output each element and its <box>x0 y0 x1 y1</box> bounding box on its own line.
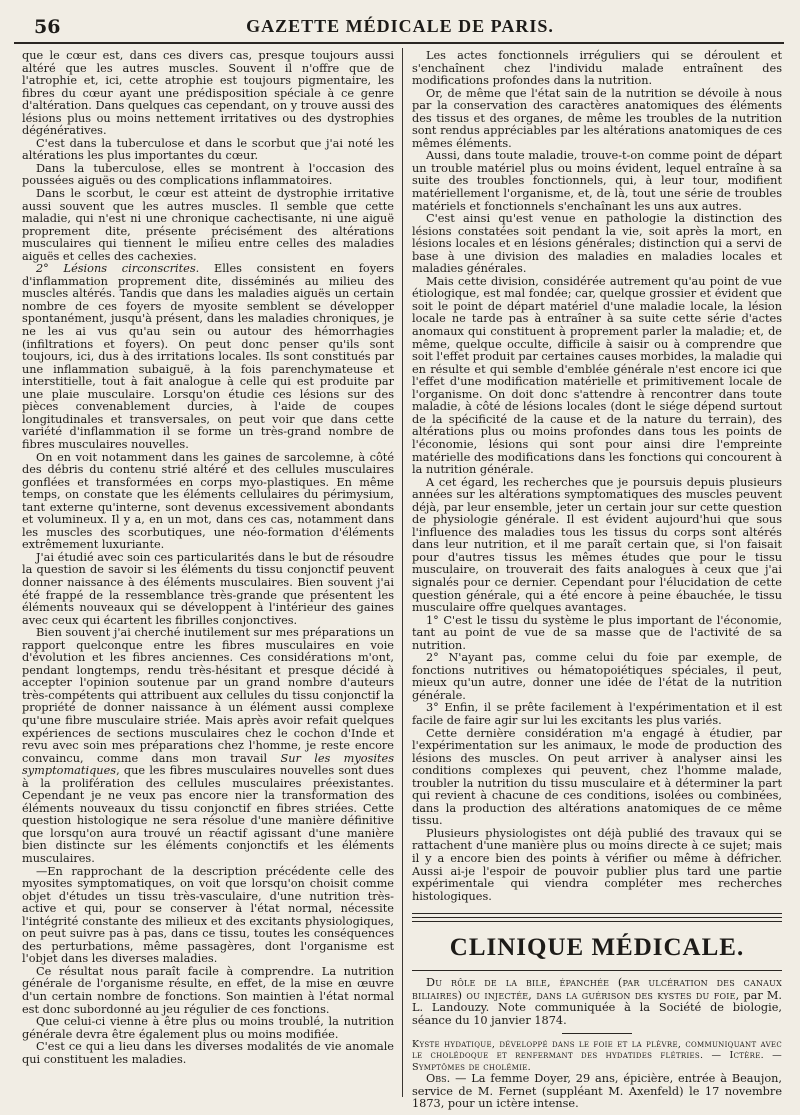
paragraph: Aussi, dans toute maladie, trouve-t-on comme point de départ un trouble matériel plus ou moins évident, lequel entraîne à sa suite des troubles fonctionnels, qui, à leur tour, modifient matériellement l'organisme, et, de là, tout une série de troubles matériels et fonctionnels s'enchaînant les uns aux autres. <box>412 149 782 213</box>
paragraph: J'ai étudié avec soin ces particularités dans le but de résoudre la question de savoir si les éléments du tissu conjonctif peuvent donner naissance à des éléments musculaires. Bien souvent j'ai été frappé de la ressemblance très-grande que présentent les éléments nouveaux qui se développent à l'intérieur des gaines avec ceux qui écartent les fibrilles conjonctives. <box>22 550 394 627</box>
obs-label: Obs. <box>426 1072 451 1086</box>
section-rule-double <box>412 917 782 922</box>
paragraph: Mais cette division, considérée autrement qu'au point de vue étiologique, est mal fondée; car, quelque grossier et évident que soit le point de départ matériel d'une maladie locale, la lésion locale ne tarde pas à entraîner à sa suite cette série d'actes anomaux qui constituent à proprement parler la maladie; et, de même, quelque occulte, difficile à saisir ou à comprendre que soit l'effet produit par certaines causes morbides, la maladie qui en résulte et qui semble d'emblée générale n'est encore ici que l'effet d'une modification matérielle et primitivement locale de l'organisme. On doit donc s'attendre à rencontrer dans toute maladie, à côté de lésions locales (dont le siége dépend surtout de la spécificité de la cause et de la nature du terrain), des altérations plus ou moins profondes dans tous les points de l'économie, lésions qui sont pour ainsi dire l'empreinte matérielle des modifications dans les fonctions qui concourent à la nutrition générale. <box>412 274 782 477</box>
page-header <box>24 14 776 44</box>
short-rule <box>562 1033 632 1034</box>
lesions-label: 2° Lésions circonscrites. <box>36 262 200 276</box>
section-title: CLINIQUE MÉDICALE. <box>449 934 745 962</box>
header-rule <box>14 42 784 44</box>
work-title: Sur les myosites symptomatiques <box>22 751 394 778</box>
paragraph: Que celui-ci vienne à être plus ou moins troublé, la nutrition générale devra être également plus ou moins modifiée. <box>22 1015 394 1041</box>
paragraph: 2° N'ayant pas, comme celui du foie par exemple, de fonctions nutritives ou hématopoiétiques spéciales, il peut, mieux qu'un autre, donner une idée de l'état de la nutrition générale. <box>412 651 782 702</box>
running-title: GAZETTE MÉDICALE DE PARIS. <box>246 16 554 36</box>
long-p-start: Bien souvent j'ai cherché inutilement sur mes préparations un rapport quelconque entre les fibres musculaires en voie d'évolution et les fibres anciennes. Ces considérations m'ont, pendant longtemps, rendu très-hésitant et presque décidé à accepter l'opinion soutenue par un grand nombre d'auteurs très-compétents qui attribuent aux cellules du tissu conjonctif la propriété de donner naissance à un élément aussi complexe qu'une fibre musculaire striée. Mais après avoir refait quelques expériences de sections musculaires chez le cochon d'Inde et revu avec soin mes préparations chez l'homme, je reste encore convaincu, comme dans mon travail <box>22 626 394 765</box>
paragraph: C'est dans la tuberculose et dans le scorbut que j'ai noté les altérations les plus importantes du cœur. <box>22 136 394 163</box>
paragraph: Les actes fonctionnels irréguliers qui se déroulent et s'enchaînent chez l'individu malade entraînent des modifications profondes dans la nutrition. <box>412 49 782 88</box>
paragraph: Plusieurs physiologistes ont déjà publié des travaux qui se rattachent d'une manière plus ou moins directe à ce sujet; mais il y a encore bien des points à vérifier ou même à défricher. Aussi ai-je l'espoir de pouvoir publier plus tard une partie expérimentale qui viendra compléter mes recherches histologiques. <box>412 826 782 903</box>
paragraph: Cette dernière considération m'a engagé à étudier, par l'expérimentation sur les animaux, le mode de production des lésions des muscles. On peut arriver à analyser ainsi les conditions complexes qui peuvent, chez l'homme malade, troubler la nutrition du tissu musculaire et à déterminer la part qui revient à chacune de ces conditions, isolées ou combinées, dans la production des altérations anatomiques de ce même tissu. <box>412 726 782 828</box>
observation-paragraph <box>412 1073 782 1111</box>
paragraph: Or, de même que l'état sain de la nutrition se dévoile à nous par la conservation des caractères anatomiques des éléments des tissus et des organes, de même les troubles de la nutrition sont rendus appréciables par les altérations anatomiques de ces mêmes éléments. <box>412 86 782 150</box>
paragraph: A cet égard, les recherches que je poursuis depuis plusieurs années sur les altérations symptomatiques des muscles peuvent déjà, par leur ensemble, jeter un certain jour sur cette question de physiologie générale. Il est évident aujourd'hui que sous l'influence des maladies tous les tissus du corps sont altérés dans leur nutrition, et il me paraît certain que, si l'on faisait pour d'autres tissus les mêmes études que pour le tissu musculaire, on trouverait des faits analogues à ceux que j'ai signalés pour ce dernier. Cependant pour l'élucidation de cette question générale, qui a été encore à peine ébauchée, le tissu musculaire offre quelques avantages. <box>412 475 782 615</box>
column-divider <box>402 48 403 1097</box>
paragraph: Dans le scorbut, le cœur est atteint de dystrophie irritative aussi souvent que les autres muscles. Il semble que cette maladie, qui n'est ni une chronique cachectisante, ni une aiguë proprement dite, présente précisément des altérations musculaires qui tiennent le milieu entre celles des maladies aiguës et celles des cachexies. <box>22 187 394 263</box>
paragraph-long <box>22 627 394 865</box>
paragraph: 3° Enfin, il se prête facilement à l'expérimentation et il est facile de faire agir sur lui les excitants les plus variés. <box>412 701 782 727</box>
article-author: par M. L. Landouzy. Note communiquée à la Société de biologie, séance du 10 janvier 1874. <box>412 988 783 1027</box>
left-column <box>22 50 394 1101</box>
paragraph: que le cœur est, dans ces divers cas, presque toujours aussi altéré que les autres muscles. Souvent il n'offre que de l'atrophie et, ici, cette atrophie est toujours pigmentaire, les fibres du cœur ayant une prédisposition spéciale à ce genre d'altération. Dans quelques cas cependant, on y trouve aussi des lésions plus ou moins nettement irritatives ou des dystrophies dégénératives. <box>22 49 394 138</box>
paragraph-lesions <box>22 263 394 451</box>
obs-text: — La femme Doyer, 29 ans, épicière, entrée à Beaujon, service de M. Fernet (suppléant M. Axenfeld) le 17 novembre 1873, pour un ictère intense. <box>412 1072 782 1111</box>
page-number: 56 <box>34 16 61 38</box>
right-column <box>412 49 783 1111</box>
paragraph: Ce résultat nous paraît facile à comprendre. La nutrition générale de l'organisme résulte, en effet, de la mise en œuvre d'un certain nombre de fonctions. Son maintien à l'état normal est donc subordonné au jeu régulier de ces fonctions. <box>22 964 394 1016</box>
article-heading <box>412 977 782 1027</box>
case-subheading: Kyste hydatique, développé dans le foie et la plèvre, communiquant avec le cholédoque et renfermant des hydatides flétries. — Ictère. — Symptômes de cholémie. <box>412 1038 782 1073</box>
paragraph: C'est ainsi qu'est venue en pathologie la distinction des lésions constatées soit pendant la vie, soit après la mort, en lésions locales et en lésions générales; distinction qui a servi de base à une division des maladies en maladies locales et maladies générales. <box>412 212 782 276</box>
article-title: Du rôle de la bile, épanchée (par ulcération des canaux biliaires) ou injectée, dans la guérison des kystes du foie, <box>412 976 782 1002</box>
paragraph: Dans la tuberculose, elles se montrent à l'occasion des poussées aiguës ou des complications inflammatoires. <box>22 161 394 188</box>
paragraph: 1° C'est le tissu du système le plus important de l'économie, tant au point de vue de sa masse que de l'activité de sa nutrition. <box>412 613 782 652</box>
section-rule <box>412 913 782 914</box>
paragraph: On en voit notamment dans les gaines de sarcolemne, à côté des débris du contenu strié altéré et des cellules musculaires gonflées et transformées en corps myo-plastiques. En même temps, on constate que les éléments cellulaires du périmysium, tant externe qu'interne, sont devenus excessivement abondants et volumineux. Il y a, en un mot, dans ces cas, notamment dans les muscles des scorbutiques, une néo-formation d'éléments extrêmement luxuriante. <box>22 450 394 552</box>
lesions-text: Elles consistent en foyers d'inflammation proprement dite, disséminés au milieu des muscles altérés. Tandis que dans les maladies aiguës un certain nombre de ces foyers de myosite semblent se développer spontanément, jusqu'à présent, dans les maladies chroniques, je ne les ai vus qu'au sein ou autour des hémorrhagies (infiltrations et foyers). On peut donc penser qu'ils sont toujours, ici, dus à des irritations locales. Ils sont constitués par une inflammation subaiguë, à la fois parenchymateuse et interstitielle, tout à fait analogue à celle qui est produite par une plaie musculaire. Lorsqu'on étudie ces lésions sur des pièces convenablement durcies, à l'aide de coupes longitudinales et transversales, on peut voir que dans cette variété d'inflammation il se forme un très-grand nombre de fibres musculaires nouvelles. <box>22 262 394 451</box>
paragraph: —En rapprochant de la description précédente celle des myosites symptomatiques, on voit que lorsqu'on choisit comme objet d'études un tissu très-vasculaire, d'une nutrition très-active et qui, pour se conserver à l'état normal, nécessite l'intégrité constante des milieux et des excitants physiologiques, on peut suivre pas à pas, dans ce tissu, toutes les conséquences des perturbations, même passagères, dont l'organisme est l'objet dans les diverses maladies. <box>22 864 394 966</box>
long-p-end: , que les fibres musculaires nouvelles sont dues à la prolifération des cellules musculaires préexistantes. Cependant je ne veux pas encore nier la transformation des éléments nouveaux du tissu conjonctif en fibres striées. Cette question histologique ne sera résolue d'une manière définitive que lorsqu'on aura trouvé un réactif agissant d'une manière bien distincte sur les éléments conjonctifs et les éléments musculaires. <box>22 764 394 865</box>
paragraph: C'est ce qui a lieu dans les diverses modalités de vie anomale qui constituent les maladies. <box>22 1040 394 1066</box>
section-rule-bottom <box>412 970 782 971</box>
